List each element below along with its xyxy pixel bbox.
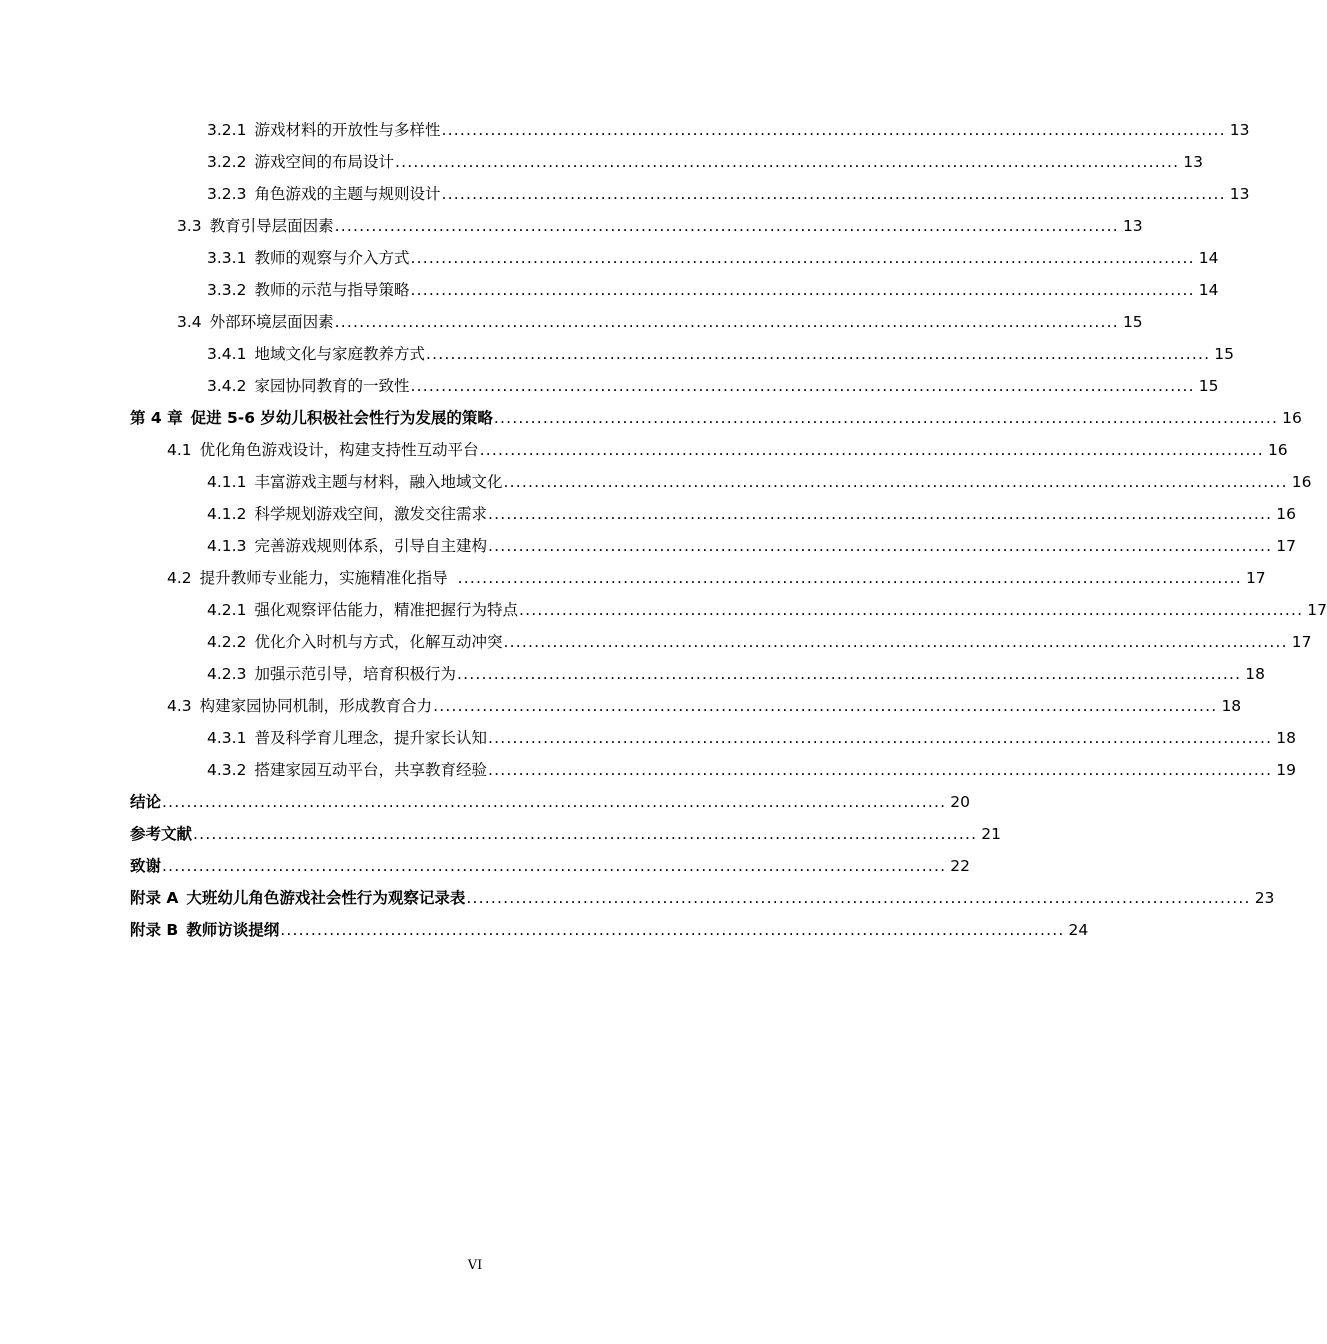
dot-leader: ................................................................................................................................ — [162, 793, 947, 811]
dot-leader: ................................................................................................................................ — [334, 313, 1119, 331]
dot-leader: ................................................................................................................................ — [487, 729, 1273, 747]
toc-entry-title: 促进 5-6 岁幼儿积极社会性行为发展的策略 — [190, 409, 493, 427]
toc-entry[interactable] — [207, 758, 1296, 782]
toc-entry-title: 致谢 — [130, 857, 162, 875]
toc-entry-title: 教师访谈提纲 — [186, 921, 280, 939]
toc-entry-page: 19 — [1276, 761, 1296, 779]
toc-entry-number: 3.4.2 — [207, 377, 247, 395]
toc-entry-page: 21 — [981, 825, 1002, 843]
toc-entry[interactable] — [207, 118, 1250, 142]
toc-entry-number: 4.1.3 — [207, 537, 247, 555]
dot-leader: ................................................................................................................................ — [334, 217, 1119, 235]
toc-entry-number: 4.3.2 — [207, 761, 247, 779]
toc-entry-number: 3.2.2 — [207, 153, 247, 171]
dot-leader: ................................................................................................................................ — [466, 889, 1251, 907]
dot-leader: ................................................................................................................................ — [433, 697, 1218, 715]
toc-entry-title: 提升教师专业能力，实施精准化指导 — [199, 569, 448, 587]
toc-entry-number: 4.1.2 — [207, 505, 247, 523]
toc-entry-page: 13 — [1229, 185, 1250, 203]
toc-entry-page: 17 — [1307, 601, 1327, 619]
toc-entry[interactable] — [207, 278, 1219, 302]
dot-leader: ................................................................................................................................ — [518, 601, 1304, 619]
dot-leader: ................................................................................................................................ — [456, 665, 1242, 683]
toc-entry[interactable] — [207, 182, 1250, 206]
toc-entry-page: 16 — [1282, 409, 1302, 427]
dot-leader: ................................................................................................................................ — [503, 473, 1288, 491]
dot-leader: ................................................................................................................................ — [394, 153, 1180, 171]
toc-entry-page: 17 — [1291, 633, 1312, 651]
toc-entry-title: 教师的观察与介入方式 — [254, 249, 410, 267]
toc-entry-appendix-b[interactable] — [130, 918, 1089, 942]
toc-entry-page: 14 — [1198, 281, 1219, 299]
toc-entry[interactable] — [207, 246, 1219, 270]
toc-entry-title: 搭建家园互动平台，共享教育经验 — [254, 761, 487, 779]
toc-entry[interactable] — [177, 310, 1143, 334]
toc-entry-number: 3.4 — [177, 313, 202, 331]
toc-entry-number: 3.3.1 — [207, 249, 247, 267]
toc-entry-number: 3.3 — [177, 217, 202, 235]
toc-entry-number: 附录 B — [130, 921, 179, 939]
toc-entry-page: 13 — [1183, 153, 1203, 171]
toc-entry-page: 22 — [950, 857, 971, 875]
toc-entry-page: 23 — [1254, 889, 1275, 907]
toc-entry-page: 13 — [1122, 217, 1143, 235]
toc-entry-page: 15 — [1122, 313, 1143, 331]
toc-entry-number: 4.2 — [167, 569, 192, 587]
toc-entry[interactable] — [167, 438, 1288, 462]
toc-entry-page: 15 — [1198, 377, 1219, 395]
toc-entry-number: 3.3.2 — [207, 281, 247, 299]
dot-leader: ................................................................................................................................ — [425, 345, 1211, 363]
toc-entry-title: 结论 — [130, 793, 162, 811]
toc-entry-conclusion[interactable] — [130, 790, 971, 814]
toc-entry-number: 第 4 章 — [130, 409, 183, 427]
dot-leader: ................................................................................................................................ — [457, 569, 1242, 587]
toc-entry-acknowledgements[interactable] — [130, 854, 971, 878]
toc-entry-page: 18 — [1276, 729, 1296, 747]
toc-entry-title: 外部环境层面因素 — [209, 313, 334, 331]
toc-entry-page: 24 — [1068, 921, 1089, 939]
toc-entry-page: 16 — [1267, 441, 1288, 459]
toc-entry[interactable] — [207, 374, 1219, 398]
toc-entry-title: 教师的示范与指导策略 — [254, 281, 410, 299]
toc-entry-page: 20 — [950, 793, 971, 811]
page-number-footer: VI — [467, 1258, 483, 1273]
toc-entry[interactable] — [167, 566, 1266, 590]
dot-leader: ................................................................................................................................ — [441, 121, 1226, 139]
toc-entry[interactable] — [207, 534, 1296, 558]
toc-entry-number: 附录 A — [130, 889, 179, 907]
toc-entry-page: 15 — [1214, 345, 1234, 363]
toc-entry[interactable] — [207, 150, 1203, 174]
toc-entry-number: 3.2.1 — [207, 121, 247, 139]
dot-leader: ................................................................................................................................ — [280, 921, 1065, 939]
toc-entry-title: 科学规划游戏空间，激发交往需求 — [254, 505, 487, 523]
dot-leader: ................................................................................................................................ — [410, 281, 1195, 299]
toc-entry-number: 4.3.1 — [207, 729, 247, 747]
toc-entry-title: 角色游戏的主题与规则设计 — [254, 185, 441, 203]
toc-entry[interactable] — [207, 342, 1234, 366]
toc-entry-page: 16 — [1276, 505, 1296, 523]
toc-entry-page: 17 — [1276, 537, 1296, 555]
toc-entry-number: 4.1 — [167, 441, 192, 459]
dot-leader: ................................................................................................................................ — [503, 633, 1288, 651]
toc-entry-number: 4.1.1 — [207, 473, 247, 491]
toc-entry-title: 优化介入时机与方式，化解互动冲突 — [254, 633, 503, 651]
toc-entry[interactable] — [207, 470, 1312, 494]
toc-entry-number: 4.2.3 — [207, 665, 247, 683]
toc-entry-title: 加强示范引导，培育积极行为 — [254, 665, 456, 683]
toc-entry-title: 游戏材料的开放性与多样性 — [254, 121, 441, 139]
toc-entry[interactable] — [207, 726, 1296, 750]
toc-entry-title: 参考文献 — [130, 825, 193, 843]
toc-entry-title: 构建家园协同机制，形成教育合力 — [199, 697, 433, 715]
toc-entry[interactable] — [177, 214, 1143, 238]
toc-entry-number: 4.2.2 — [207, 633, 247, 651]
dot-leader: ................................................................................................................................ — [410, 377, 1195, 395]
dot-leader: ................................................................................................................................ — [441, 185, 1226, 203]
toc-entry-title: 教育引导层面因素 — [209, 217, 334, 235]
toc-entry-title: 强化观察评估能力，精准把握行为特点 — [254, 601, 518, 619]
toc-entry-number: 4.3 — [167, 697, 192, 715]
toc-entry-title: 完善游戏规则体系，引导自主建构 — [254, 537, 487, 555]
toc-entry-title: 丰富游戏主题与材料，融入地域文化 — [254, 473, 503, 491]
toc-entry-number: 4.2.1 — [207, 601, 247, 619]
dot-leader: ................................................................................................................................ — [410, 249, 1195, 267]
toc-entry-chapter[interactable] — [130, 406, 1302, 430]
toc-entry[interactable] — [207, 502, 1296, 526]
toc-entry-number: 3.4.1 — [207, 345, 247, 363]
toc-entry-appendix-a[interactable] — [130, 886, 1275, 910]
toc-entry-title: 家园协同教育的一致性 — [254, 377, 410, 395]
dot-leader: ................................................................................................................................ — [162, 857, 947, 875]
toc-entry-page: 16 — [1291, 473, 1312, 491]
toc-entry-number: 3.2.3 — [207, 185, 247, 203]
dot-leader: ................................................................................................................................ — [493, 409, 1279, 427]
toc-entry-page: 13 — [1229, 121, 1250, 139]
toc-entry[interactable] — [207, 598, 1327, 622]
toc-entry-page: 14 — [1198, 249, 1219, 267]
toc-entry-title: 普及科学育儿理念，提升家长认知 — [254, 729, 487, 747]
toc-entry[interactable] — [167, 694, 1242, 718]
toc-entry-page: 17 — [1245, 569, 1266, 587]
toc-entry-title: 优化角色游戏设计，构建支持性互动平台 — [199, 441, 479, 459]
toc-entry-page: 18 — [1221, 697, 1242, 715]
dot-leader: ................................................................................................................................ — [487, 505, 1273, 523]
dot-leader: ................................................................................................................................ — [487, 537, 1273, 555]
toc-entry-title: 地域文化与家庭教养方式 — [254, 345, 425, 363]
dot-leader: ................................................................................................................................ — [487, 761, 1273, 779]
toc-entry-title: 游戏空间的布局设计 — [254, 153, 394, 171]
toc-entry[interactable] — [207, 630, 1312, 654]
dot-leader: ................................................................................................................................ — [479, 441, 1264, 459]
toc-entry-references[interactable] — [130, 822, 1002, 846]
toc-entry-page: 18 — [1245, 665, 1265, 683]
toc-entry[interactable] — [207, 662, 1265, 686]
toc-entry-title: 大班幼儿角色游戏社会性行为观察记录表 — [186, 889, 466, 907]
dot-leader: ................................................................................................................................ — [193, 825, 978, 843]
